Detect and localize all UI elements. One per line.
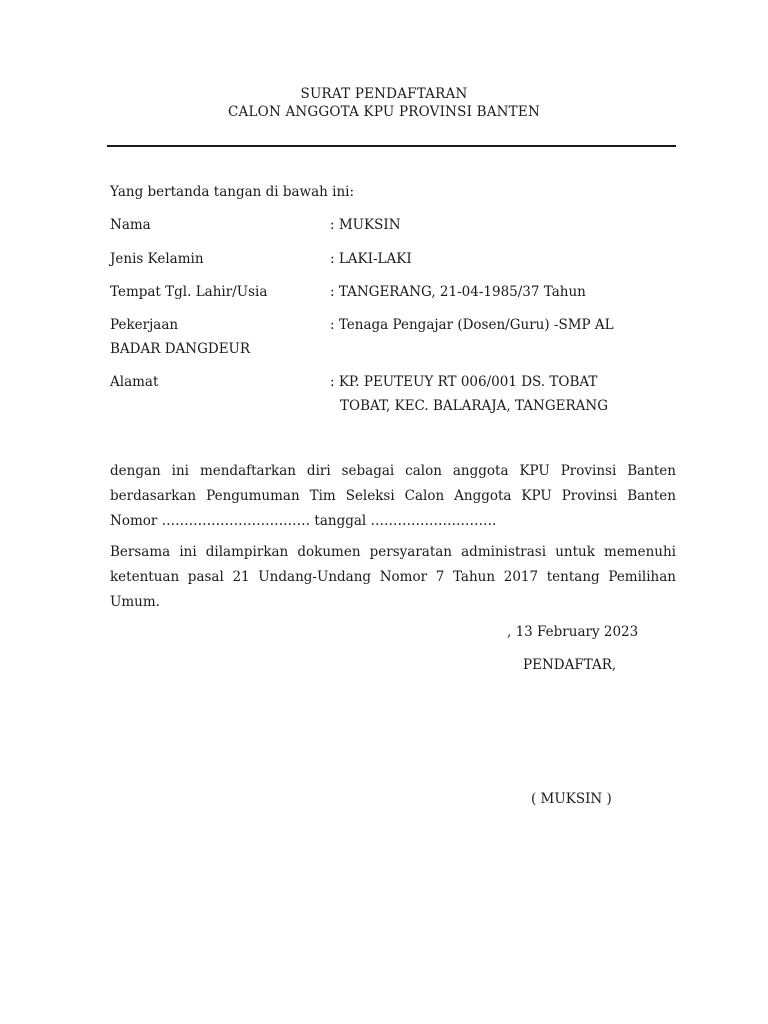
signer-name: ( MUKSIN )	[531, 791, 612, 807]
pekerjaan-value-cont: BADAR DANGDEUR	[110, 341, 251, 357]
paragraph-registration	[110, 459, 676, 534]
intro-text: Yang bertanda tangan di bawah ini:	[110, 184, 355, 200]
alamat-value-cont: TOBAT, KEC. BALARAJA, TANGERANG	[340, 398, 608, 414]
ttl-label: Tempat Tgl. Lahir/Usia	[110, 284, 268, 300]
ttl-value: : TANGERANG, 21-04-1985/37 Tahun	[330, 284, 586, 300]
jenis-kelamin-value: : LAKI-LAKI	[330, 251, 412, 267]
paragraph-2-line-3: Umum.	[110, 594, 160, 610]
header-divider	[107, 145, 676, 147]
pekerjaan-value: : Tenaga Pengajar (Dosen/Guru) -SMP AL	[330, 317, 614, 333]
paragraph-2-line-2: ketentuan pasal 21 Undang-Undang Nomor 7 Tahun 2017 tentang Pemilihan	[110, 569, 676, 585]
pekerjaan-label: Pekerjaan	[110, 317, 179, 333]
paragraph-1-line-2: berdasarkan Pengumuman Tim Seleksi Calon Anggota KPU Provinsi Banten	[110, 488, 676, 504]
alamat-label: Alamat	[110, 374, 159, 390]
title-line-2: CALON ANGGOTA KPU PROVINSI BANTEN	[228, 104, 540, 120]
jenis-kelamin-label: Jenis Kelamin	[110, 251, 204, 267]
paragraph-1-line-1: dengan ini mendaftarkan diri sebagai calon anggota KPU Provinsi Banten	[110, 463, 676, 479]
paragraph-attachment	[110, 540, 676, 615]
alamat-value: : KP. PEUTEUY RT 006/001 DS. TOBAT	[330, 374, 598, 390]
paragraph-1-line-3: Nomor …………………………… tanggal ……………………….	[110, 513, 497, 529]
nama-label: Nama	[110, 217, 151, 233]
paragraph-2-line-1: Bersama ini dilampirkan dokumen persyaratan administrasi untuk memenuhi	[110, 544, 676, 560]
title-line-1: SURAT PENDAFTARAN	[300, 86, 468, 102]
signer-title: PENDAFTAR,	[523, 657, 617, 673]
nama-value: : MUKSIN	[330, 217, 401, 233]
letter-date: , 13 February 2023	[507, 624, 639, 640]
